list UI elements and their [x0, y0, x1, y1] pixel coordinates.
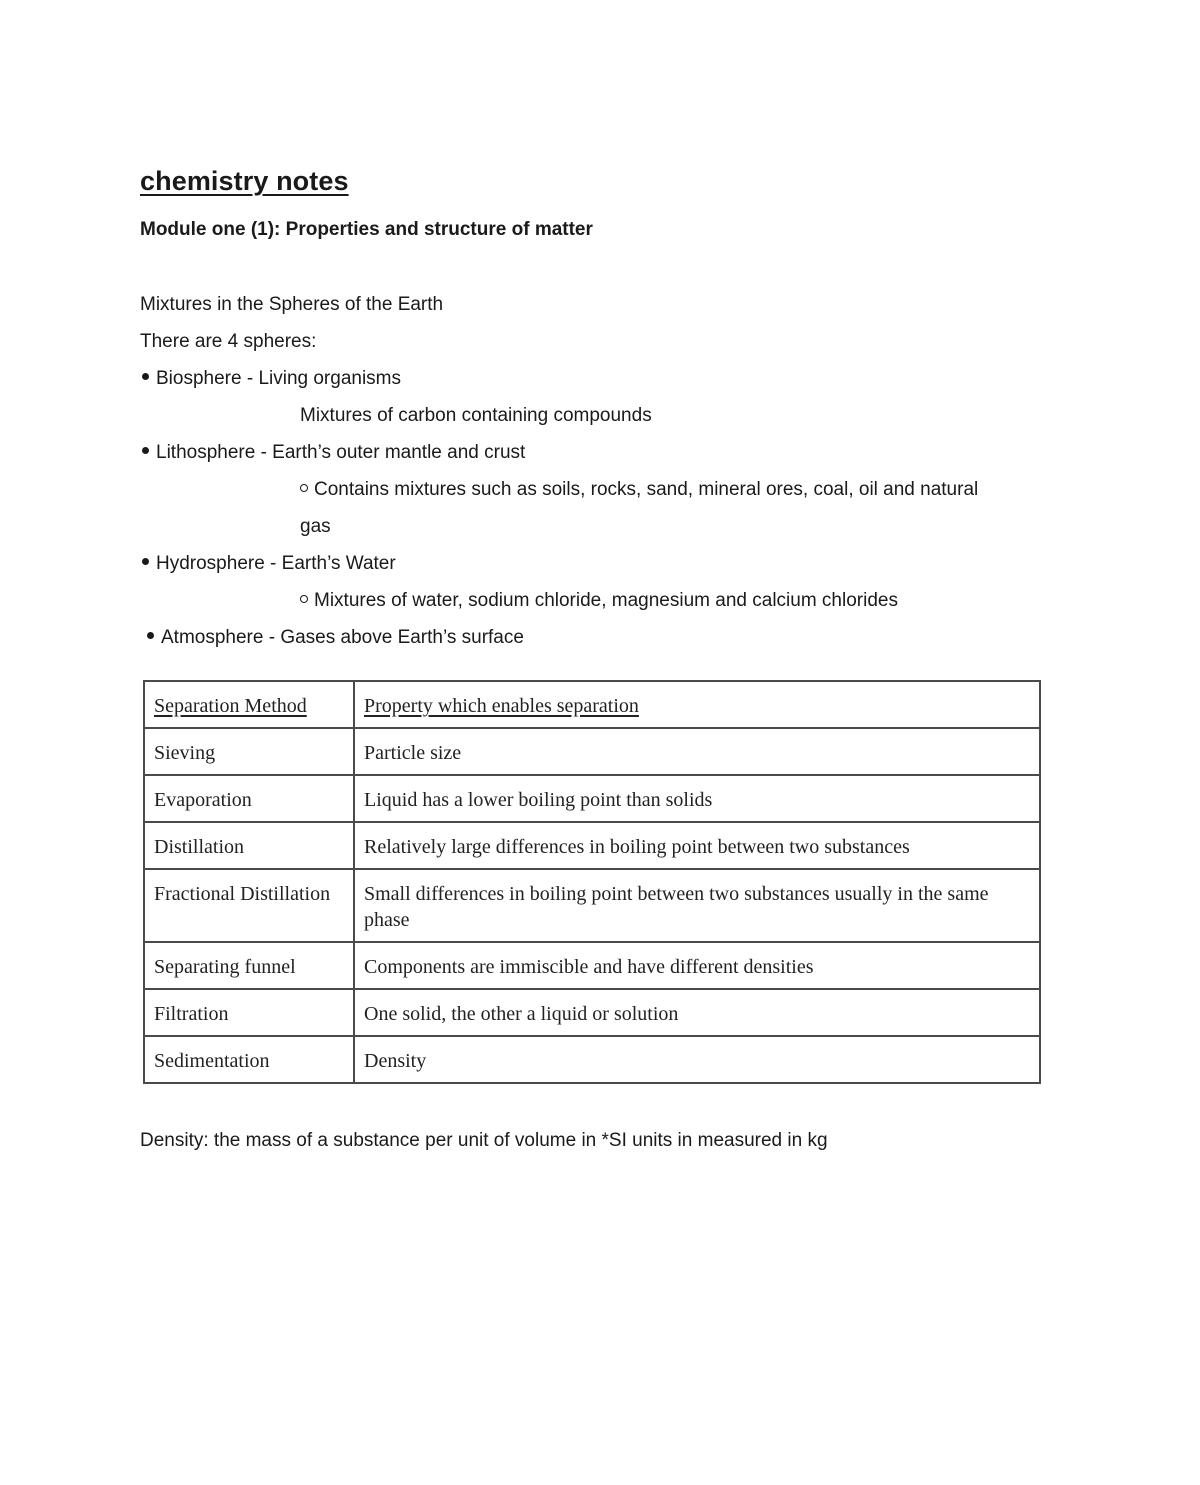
- table-cell-method: Separating funnel: [144, 942, 354, 989]
- table-cell-property: Small differences in boiling point between two substances usually in the same phase: [354, 869, 1040, 942]
- spheres-intro: There are 4 spheres:: [140, 331, 317, 352]
- lithosphere-detail-continued: gas: [300, 516, 331, 537]
- table-row: [144, 775, 1040, 822]
- table-row: [144, 728, 1040, 775]
- lithosphere-detail: [300, 478, 978, 502]
- table-row: [144, 1036, 1040, 1083]
- list-item-biosphere: [142, 367, 401, 391]
- table-row: [144, 822, 1040, 869]
- hydrosphere-detail-text: Mixtures of water, sodium chloride, magnesium and calcium chlorides: [314, 590, 898, 611]
- bullet-circle-icon: [300, 595, 308, 603]
- bullet-dot-icon: [142, 558, 149, 565]
- hydrosphere-label: Hydrosphere - Earth’s Water: [156, 553, 396, 574]
- table-cell-property: One solid, the other a liquid or solution: [354, 989, 1040, 1036]
- module-heading: Module one (1): Properties and structure of matter: [140, 219, 593, 240]
- table-cell-method: Sieving: [144, 728, 354, 775]
- table-cell-property: Components are immiscible and have different densities: [354, 942, 1040, 989]
- page-title: chemistry notes: [140, 166, 349, 196]
- biosphere-detail: Mixtures of carbon containing compounds: [300, 405, 652, 426]
- table-cell-property: Relatively large differences in boiling point between two substances: [354, 822, 1040, 869]
- table-header-row: [144, 681, 1040, 728]
- bullet-circle-icon: [300, 484, 308, 492]
- table-header-cell: [354, 681, 1040, 728]
- header-property: Property which enables separation: [364, 695, 639, 717]
- hydrosphere-detail: [300, 589, 898, 613]
- table-row: [144, 942, 1040, 989]
- table-cell-method: Filtration: [144, 989, 354, 1036]
- list-item-atmosphere: [147, 626, 524, 650]
- table-cell-property: Density: [354, 1036, 1040, 1083]
- lithosphere-detail-text: Contains mixtures such as soils, rocks, sand, mineral ores, coal, oil and natural: [314, 479, 979, 500]
- table-cell-method: Distillation: [144, 822, 354, 869]
- header-separation-method: Separation Method: [154, 695, 307, 717]
- separation-methods-table: [143, 680, 1041, 1084]
- table-cell-property: Liquid has a lower boiling point than solids: [354, 775, 1040, 822]
- bullet-dot-icon: [142, 447, 149, 454]
- table-cell-method: Sedimentation: [144, 1036, 354, 1083]
- table-row: [144, 989, 1040, 1036]
- biosphere-label: Biosphere - Living organisms: [156, 368, 402, 389]
- atmosphere-label: Atmosphere - Gases above Earth’s surface: [161, 627, 524, 648]
- table-header-cell: [144, 681, 354, 728]
- table-cell-property: Particle size: [354, 728, 1040, 775]
- section-heading: Mixtures in the Spheres of the Earth: [140, 294, 444, 315]
- table-cell-method: Evaporation: [144, 775, 354, 822]
- density-definition: Density: the mass of a substance per unit of volume in *SI units in measured in kg: [140, 1130, 828, 1151]
- table-row: [144, 869, 1040, 942]
- table-cell-method: Fractional Distillation: [144, 869, 354, 942]
- lithosphere-label: Lithosphere - Earth’s outer mantle and crust: [156, 442, 526, 463]
- bullet-dot-icon: [147, 632, 154, 639]
- bullet-dot-icon: [142, 373, 149, 380]
- list-item-hydrosphere: [142, 552, 396, 576]
- list-item-lithosphere: [142, 441, 525, 465]
